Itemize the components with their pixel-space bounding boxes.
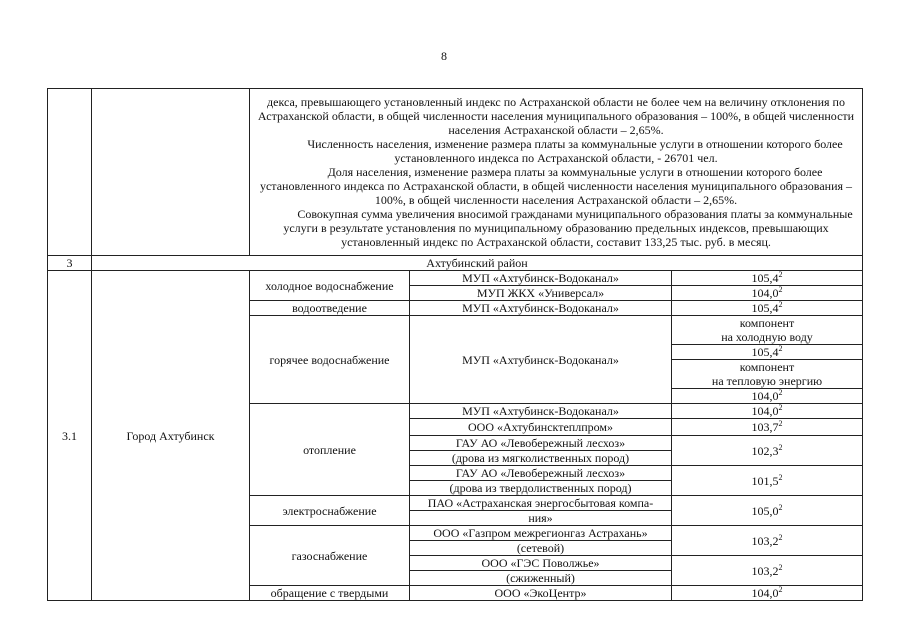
service-heating: отопление (250, 404, 410, 496)
provider-cell: МУП «Ахтубинск-Водоканал» (410, 316, 672, 404)
component-label: компонент на тепловую энергию (672, 360, 863, 389)
component-label: компонент на холодную воду (672, 316, 863, 345)
index-value-cell: 103,2$^2$ (672, 526, 863, 556)
provider-cell: ООО «Ахтубинсктеплпром» (410, 419, 672, 436)
index-value-cell: 103,2$^2$ (672, 556, 863, 586)
paragraph-1: декса, превышающего установленный индекс по Астраханской области не более чем на величину отклонения по Астраханской области, в общей численности населения муниципального образования – 100%, в общей численности населения Астраханской области – 2,65%. (257, 95, 855, 137)
provider-cell: МУП «Ахтубинск-Водоканал» (410, 271, 672, 286)
service-hot-water: горячее водоснабжение (250, 316, 410, 404)
service-electricity: электроснабжение (250, 496, 410, 526)
index-value-cell: 104,0$^2$ (672, 404, 863, 419)
index-value-cell: 101,5$^2$ (672, 466, 863, 496)
city-number: 3.1 (48, 271, 92, 601)
provider-cell: (дрова из твердолиственных пород) (410, 481, 672, 496)
index-value-cell: 104,0$^2$ (672, 286, 863, 301)
provider-cell: ООО «Газпром межрегионгаз Астрахань» (410, 526, 672, 541)
service-waste: обращение с твердыми (250, 586, 410, 601)
continuation-row (48, 89, 863, 256)
index-value-cell: 105,4$^2$ (672, 301, 863, 316)
tariff-table (47, 88, 863, 601)
provider-cell: МУП ЖКХ «Универсал» (410, 286, 672, 301)
index-value-cell: 103,7$^2$ (672, 419, 863, 436)
continuation-text (250, 89, 863, 256)
district-row (48, 256, 863, 271)
index-value-cell: 104,0$^2$ (672, 389, 863, 404)
page-number: 8 (441, 49, 447, 63)
provider-cell: ООО «ЭкоЦентр» (410, 586, 672, 601)
index-value-cell: 104,0$^2$ (672, 586, 863, 601)
provider-cell: (сетевой) (410, 541, 672, 556)
district-number: 3 (48, 256, 92, 271)
district-name: Ахтубинский район (92, 256, 863, 271)
provider-cell: ния» (410, 511, 672, 526)
service-sewerage: водоотведение (250, 301, 410, 316)
paragraph-2: Численность населения, изменение размера платы за коммунальные услуги в отношении которого более установленного индекса по Астраханской области, - 26701 чел. (307, 137, 843, 165)
index-value-cell: 105,4$^2$ (672, 345, 863, 360)
service-gas: газоснабжение (250, 526, 410, 586)
provider-cell: (дрова из мягколиственных пород) (410, 451, 672, 466)
provider-cell: МУП «Ахтубинск-Водоканал» (410, 301, 672, 316)
provider-cell: ООО «ГЭС Поволжье» (410, 556, 672, 571)
paragraph-4: Совокупная сумма увеличения вносимой гражданами муниципального образования платы за коммунальные услуги в результате установления по муниципальному образованию предельных индексов, превышающих установленный индекс по Астраханской области, составит 133,25 тыс. руб. в месяц. (283, 207, 853, 249)
service-cold-water: холодное водоснабжение (250, 271, 410, 301)
index-value-cell: 105,4$^2$ (672, 271, 863, 286)
provider-cell: ПАО «Астраханская энергосбытовая компа- (410, 496, 672, 511)
index-value-cell: 102,3$^2$ (672, 436, 863, 466)
provider-cell: МУП «Ахтубинск-Водоканал» (410, 404, 672, 419)
table-row (48, 271, 863, 286)
city-name: Город Ахтубинск (92, 271, 250, 601)
provider-cell: ГАУ АО «Левобережный лесхоз» (410, 466, 672, 481)
provider-cell: (сжиженный) (410, 571, 672, 586)
provider-cell: ГАУ АО «Левобережный лесхоз» (410, 436, 672, 451)
index-value-cell: 105,0$^2$ (672, 496, 863, 526)
paragraph-3: Доля населения, изменение размера платы за коммунальные услуги в отношении которого более установленного индекса по Астраханской области, в общей численности населения муниципального образования – 100%, в общей численности населения Астраханской области – 2,65%. (259, 165, 853, 207)
